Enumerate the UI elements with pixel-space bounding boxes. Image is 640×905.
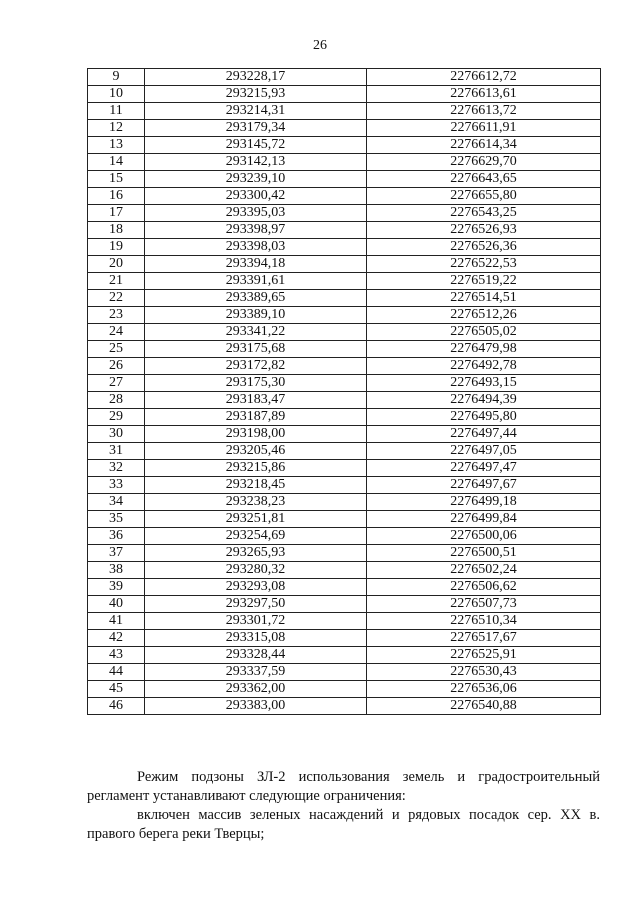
x-coordinate-cell: 293239,10: [145, 171, 367, 188]
y-coordinate-cell: 2276510,34: [367, 613, 601, 630]
point-number-cell: 11: [88, 103, 145, 120]
x-coordinate-cell: 293175,30: [145, 375, 367, 392]
table-row: [88, 137, 601, 154]
y-coordinate-cell: 2276611,91: [367, 120, 601, 137]
x-coordinate-cell: 293398,03: [145, 239, 367, 256]
x-coordinate-cell: 293398,97: [145, 222, 367, 239]
table-row: [88, 205, 601, 222]
x-coordinate-cell: 293280,32: [145, 562, 367, 579]
y-coordinate-cell: 2276526,36: [367, 239, 601, 256]
point-number-cell: 27: [88, 375, 145, 392]
y-coordinate-cell: 2276479,98: [367, 341, 601, 358]
x-coordinate-cell: 293183,47: [145, 392, 367, 409]
y-coordinate-cell: 2276507,73: [367, 596, 601, 613]
y-coordinate-cell: 2276629,70: [367, 154, 601, 171]
point-number-cell: 45: [88, 681, 145, 698]
y-coordinate-cell: 2276499,18: [367, 494, 601, 511]
point-number-cell: 37: [88, 545, 145, 562]
x-coordinate-cell: 293254,69: [145, 528, 367, 545]
y-coordinate-cell: 2276612,72: [367, 69, 601, 86]
point-number-cell: 30: [88, 426, 145, 443]
y-coordinate-cell: 2276505,02: [367, 324, 601, 341]
y-coordinate-cell: 2276655,80: [367, 188, 601, 205]
table-row: [88, 681, 601, 698]
table-row: [88, 528, 601, 545]
table-row: [88, 443, 601, 460]
table-row: [88, 239, 601, 256]
y-coordinate-cell: 2276497,05: [367, 443, 601, 460]
table-row: [88, 375, 601, 392]
table-row: [88, 358, 601, 375]
x-coordinate-cell: 293293,08: [145, 579, 367, 596]
y-coordinate-cell: 2276494,39: [367, 392, 601, 409]
y-coordinate-cell: 2276517,67: [367, 630, 601, 647]
y-coordinate-cell: 2276525,91: [367, 647, 601, 664]
point-number-cell: 17: [88, 205, 145, 222]
x-coordinate-cell: 293215,86: [145, 460, 367, 477]
point-number-cell: 21: [88, 273, 145, 290]
point-number-cell: 18: [88, 222, 145, 239]
table-row: [88, 154, 601, 171]
y-coordinate-cell: 2276614,34: [367, 137, 601, 154]
point-number-cell: 43: [88, 647, 145, 664]
table-row: [88, 664, 601, 681]
table-row: [88, 290, 601, 307]
y-coordinate-cell: 2276493,15: [367, 375, 601, 392]
x-coordinate-cell: 293395,03: [145, 205, 367, 222]
point-number-cell: 9: [88, 69, 145, 86]
x-coordinate-cell: 293389,65: [145, 290, 367, 307]
y-coordinate-cell: 2276526,93: [367, 222, 601, 239]
x-coordinate-cell: 293389,10: [145, 307, 367, 324]
table-row: [88, 392, 601, 409]
point-number-cell: 16: [88, 188, 145, 205]
point-number-cell: 20: [88, 256, 145, 273]
table-row: [88, 613, 601, 630]
restrictions-intro: [87, 768, 600, 806]
table-row: [88, 511, 601, 528]
table-row: [88, 698, 601, 715]
y-coordinate-cell: 2276519,22: [367, 273, 601, 290]
coordinates-table-body: [88, 69, 601, 715]
x-coordinate-cell: 293187,89: [145, 409, 367, 426]
point-number-cell: 12: [88, 120, 145, 137]
x-coordinate-cell: 293337,59: [145, 664, 367, 681]
table-row: [88, 222, 601, 239]
y-coordinate-cell: 2276613,72: [367, 103, 601, 120]
x-coordinate-cell: 293214,31: [145, 103, 367, 120]
paragraph-green-massif: включен массив зеленых насаждений и рядовых посадок сер. XX в. правого берега реки Тверцы;: [87, 807, 600, 842]
restriction-item: [87, 806, 600, 844]
y-coordinate-cell: 2276502,24: [367, 562, 601, 579]
point-number-cell: 29: [88, 409, 145, 426]
point-number-cell: 23: [88, 307, 145, 324]
table-row: [88, 647, 601, 664]
y-coordinate-cell: 2276497,47: [367, 460, 601, 477]
x-coordinate-cell: 293175,68: [145, 341, 367, 358]
point-number-cell: 19: [88, 239, 145, 256]
table-row: [88, 630, 601, 647]
table-row: [88, 409, 601, 426]
y-coordinate-cell: 2276506,62: [367, 579, 601, 596]
y-coordinate-cell: 2276643,65: [367, 171, 601, 188]
y-coordinate-cell: 2276514,51: [367, 290, 601, 307]
table-row: [88, 307, 601, 324]
table-row: [88, 103, 601, 120]
point-number-cell: 44: [88, 664, 145, 681]
point-number-cell: 32: [88, 460, 145, 477]
point-number-cell: 40: [88, 596, 145, 613]
table-row: [88, 341, 601, 358]
x-coordinate-cell: 293328,44: [145, 647, 367, 664]
point-number-cell: 13: [88, 137, 145, 154]
y-coordinate-cell: 2276536,06: [367, 681, 601, 698]
x-coordinate-cell: 293362,00: [145, 681, 367, 698]
x-coordinate-cell: 293238,23: [145, 494, 367, 511]
x-coordinate-cell: 293228,17: [145, 69, 367, 86]
point-number-cell: 14: [88, 154, 145, 171]
y-coordinate-cell: 2276495,80: [367, 409, 601, 426]
table-row: [88, 426, 601, 443]
table-row: [88, 477, 601, 494]
table-row: [88, 324, 601, 341]
point-number-cell: 28: [88, 392, 145, 409]
y-coordinate-cell: 2276499,84: [367, 511, 601, 528]
y-coordinate-cell: 2276522,53: [367, 256, 601, 273]
point-number-cell: 24: [88, 324, 145, 341]
y-coordinate-cell: 2276613,61: [367, 86, 601, 103]
point-number-cell: 41: [88, 613, 145, 630]
point-number-cell: 31: [88, 443, 145, 460]
point-number-cell: 33: [88, 477, 145, 494]
x-coordinate-cell: 293301,72: [145, 613, 367, 630]
point-number-cell: 38: [88, 562, 145, 579]
point-number-cell: 10: [88, 86, 145, 103]
x-coordinate-cell: 293142,13: [145, 154, 367, 171]
y-coordinate-cell: 2276497,67: [367, 477, 601, 494]
table-row: [88, 256, 601, 273]
point-number-cell: 35: [88, 511, 145, 528]
point-number-cell: 34: [88, 494, 145, 511]
y-coordinate-cell: 2276540,88: [367, 698, 601, 715]
y-coordinate-cell: 2276500,06: [367, 528, 601, 545]
x-coordinate-cell: 293300,42: [145, 188, 367, 205]
table-row: [88, 545, 601, 562]
point-number-cell: 39: [88, 579, 145, 596]
x-coordinate-cell: 293341,22: [145, 324, 367, 341]
table-row: [88, 120, 601, 137]
table-row: [88, 460, 601, 477]
paragraph-intro: Режим подзоны ЗЛ-2 использования земель и градостроительный регламент устанавливают следующие ограничения:: [87, 769, 600, 804]
x-coordinate-cell: 293315,08: [145, 630, 367, 647]
x-coordinate-cell: 293297,50: [145, 596, 367, 613]
x-coordinate-cell: 293205,46: [145, 443, 367, 460]
table-row: [88, 562, 601, 579]
x-coordinate-cell: 293172,82: [145, 358, 367, 375]
y-coordinate-cell: 2276492,78: [367, 358, 601, 375]
x-coordinate-cell: 293265,93: [145, 545, 367, 562]
x-coordinate-cell: 293198,00: [145, 426, 367, 443]
y-coordinate-cell: 2276497,44: [367, 426, 601, 443]
x-coordinate-cell: 293145,72: [145, 137, 367, 154]
coordinates-table: [87, 68, 601, 715]
y-coordinate-cell: 2276543,25: [367, 205, 601, 222]
table-row: [88, 579, 601, 596]
point-number-cell: 22: [88, 290, 145, 307]
table-row: [88, 69, 601, 86]
table-row: [88, 494, 601, 511]
y-coordinate-cell: 2276512,26: [367, 307, 601, 324]
x-coordinate-cell: 293218,45: [145, 477, 367, 494]
point-number-cell: 26: [88, 358, 145, 375]
y-coordinate-cell: 2276500,51: [367, 545, 601, 562]
table-row: [88, 596, 601, 613]
x-coordinate-cell: 293394,18: [145, 256, 367, 273]
point-number-cell: 25: [88, 341, 145, 358]
page-number: 26: [313, 38, 327, 53]
table-row: [88, 273, 601, 290]
point-number-cell: 15: [88, 171, 145, 188]
x-coordinate-cell: 293215,93: [145, 86, 367, 103]
point-number-cell: 42: [88, 630, 145, 647]
x-coordinate-cell: 293383,00: [145, 698, 367, 715]
x-coordinate-cell: 293391,61: [145, 273, 367, 290]
table-row: [88, 86, 601, 103]
point-number-cell: 46: [88, 698, 145, 715]
table-row: [88, 171, 601, 188]
x-coordinate-cell: 293179,34: [145, 120, 367, 137]
y-coordinate-cell: 2276530,43: [367, 664, 601, 681]
point-number-cell: 36: [88, 528, 145, 545]
x-coordinate-cell: 293251,81: [145, 511, 367, 528]
table-row: [88, 188, 601, 205]
